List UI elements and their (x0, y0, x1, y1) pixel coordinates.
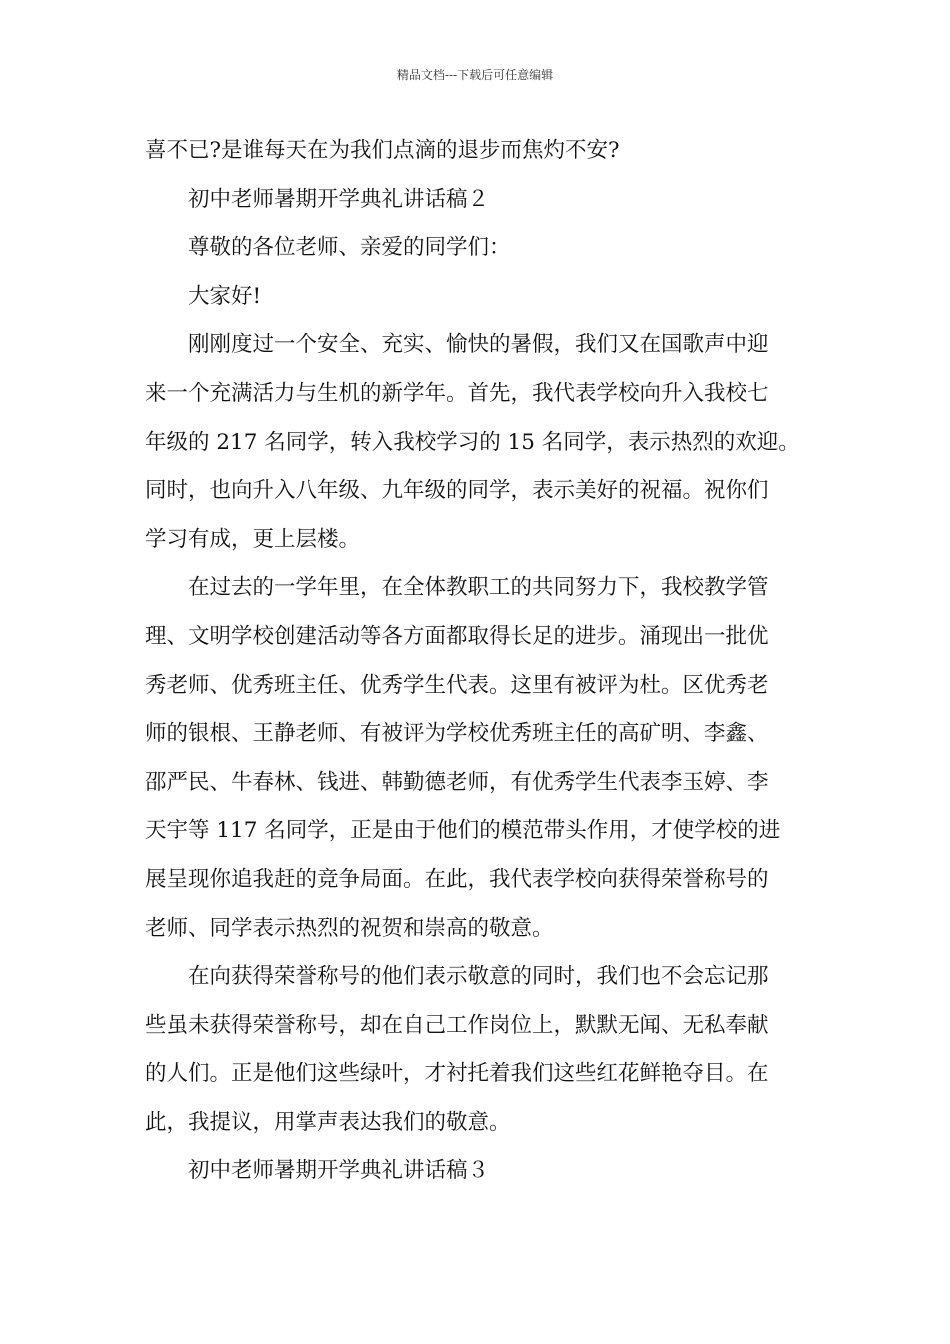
document-body (145, 127, 807, 1196)
text-line: 学习有成，更上层楼。 (145, 526, 361, 552)
text-line: 秀老师、优秀班主任、优秀学生代表。这里有被评为杜。区优秀老 (145, 672, 769, 698)
text-line: 大家好! (188, 283, 262, 309)
page-header: 精品文档---下载后可任意编辑 (396, 68, 554, 82)
text-line: 年级的 217 名同学，转入我校学习的 15 名同学，表示热烈的欢迎。 (145, 429, 800, 455)
text-line: 理、文明学校创建活动等各方面都取得长足的进步。涌现出一批优 (145, 623, 769, 649)
text-line: 来一个充满活力与生机的新学年。首先，我代表学校向升入我校七 (145, 380, 769, 406)
text-line: 此，我提议，用掌声表达我们的敬意。 (145, 1109, 511, 1135)
text-line: 尊敬的各位老师、亲爱的同学们： (188, 235, 511, 261)
text-line: 刚刚度过一个安全、充实、愉快的暑假，我们又在国歌声中迎 (188, 332, 769, 358)
text-line: 初中老师暑期开学典礼讲话稿２ (188, 186, 490, 212)
text-line: 展呈现你追我赶的竞争局面。在此，我代表学校向获得荣誉称号的 (145, 866, 769, 892)
text-line: 初中老师暑期开学典礼讲话稿３ (188, 1158, 490, 1184)
text-line: 师的银根、王静老师、有被评为学校优秀班主任的高矿明、李鑫、 (145, 721, 769, 747)
text-line: 老师、同学表示热烈的祝贺和崇高的敬意。 (145, 915, 554, 941)
text-line: 在向获得荣誉称号的他们表示敬意的同时，我们也不会忘记那 (188, 964, 769, 990)
text-line: 喜不已?是谁每天在为我们点滴的退步而焦灼不安? (145, 138, 620, 163)
text-line: 的人们。正是他们这些绿叶，才衬托着我们这些红花鲜艳夺目。在 (145, 1061, 769, 1087)
text-line: 同时，也向升入八年级、九年级的同学，表示美好的祝福。祝你们 (145, 478, 769, 504)
text-line: 在过去的一学年里，在全体教职工的共同努力下，我校教学管 (188, 575, 769, 601)
text-line: 天宇等 117 名同学，正是由于他们的模范带头作用，才使学校的进 (145, 818, 781, 844)
text-line: 些虽未获得荣誉称号，却在自己工作岗位上，默默无闻、无私奉献 (145, 1012, 769, 1038)
text-line: 邵严民、牛春林、钱进、韩勤德老师，有优秀学生代表李玉婷、李 (145, 769, 769, 795)
